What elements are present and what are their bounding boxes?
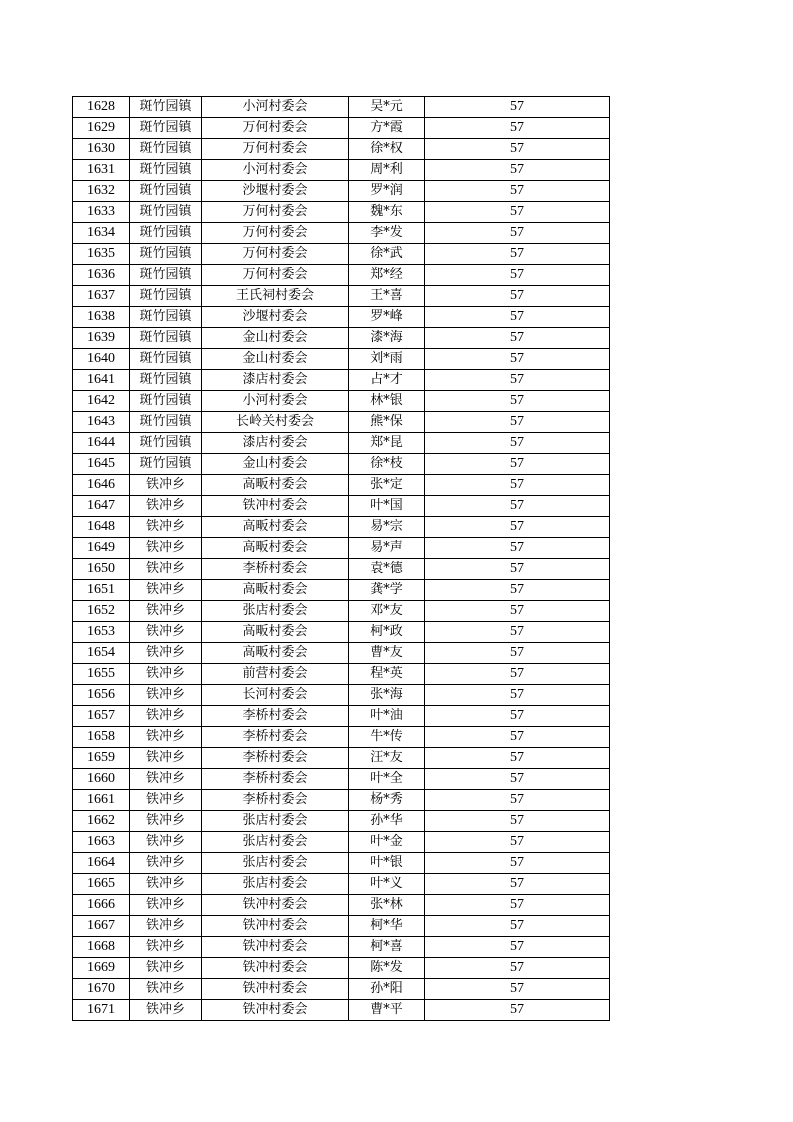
person-name-cell: 罗*峰 [349, 307, 425, 328]
village-committee-cell: 张店村委会 [202, 832, 349, 853]
amount-cell: 57 [425, 223, 610, 244]
amount-cell: 57 [425, 769, 610, 790]
town-cell: 铁冲乡 [130, 958, 202, 979]
town-cell: 铁冲乡 [130, 748, 202, 769]
person-name-cell: 罗*润 [349, 181, 425, 202]
serial-number-cell: 1646 [73, 475, 130, 496]
table-row [73, 790, 610, 811]
amount-cell: 57 [425, 1000, 610, 1021]
person-name-cell: 陈*发 [349, 958, 425, 979]
amount-cell: 57 [425, 181, 610, 202]
town-cell: 铁冲乡 [130, 517, 202, 538]
person-name-cell: 徐*权 [349, 139, 425, 160]
person-name-cell: 吴*元 [349, 97, 425, 118]
person-name-cell: 柯*喜 [349, 937, 425, 958]
table-row [73, 496, 610, 517]
town-cell: 铁冲乡 [130, 1000, 202, 1021]
amount-cell: 57 [425, 349, 610, 370]
table-row [73, 265, 610, 286]
roster-table-body [73, 97, 610, 1021]
village-committee-cell: 长河村委会 [202, 685, 349, 706]
town-cell: 铁冲乡 [130, 601, 202, 622]
serial-number-cell: 1655 [73, 664, 130, 685]
serial-number-cell: 1641 [73, 370, 130, 391]
table-row [73, 916, 610, 937]
village-committee-cell: 高畈村委会 [202, 643, 349, 664]
serial-number-cell: 1651 [73, 580, 130, 601]
town-cell: 斑竹园镇 [130, 412, 202, 433]
serial-number-cell: 1664 [73, 853, 130, 874]
table-row [73, 580, 610, 601]
amount-cell: 57 [425, 433, 610, 454]
town-cell: 斑竹园镇 [130, 97, 202, 118]
village-committee-cell: 铁冲村委会 [202, 916, 349, 937]
village-committee-cell: 张店村委会 [202, 874, 349, 895]
town-cell: 斑竹园镇 [130, 370, 202, 391]
serial-number-cell: 1661 [73, 790, 130, 811]
serial-number-cell: 1657 [73, 706, 130, 727]
amount-cell: 57 [425, 706, 610, 727]
table-row [73, 118, 610, 139]
serial-number-cell: 1634 [73, 223, 130, 244]
amount-cell: 57 [425, 748, 610, 769]
amount-cell: 57 [425, 517, 610, 538]
serial-number-cell: 1629 [73, 118, 130, 139]
amount-cell: 57 [425, 118, 610, 139]
table-row [73, 286, 610, 307]
amount-cell: 57 [425, 559, 610, 580]
village-committee-cell: 万何村委会 [202, 223, 349, 244]
serial-number-cell: 1665 [73, 874, 130, 895]
table-row [73, 370, 610, 391]
serial-number-cell: 1656 [73, 685, 130, 706]
table-row [73, 832, 610, 853]
village-committee-cell: 铁冲村委会 [202, 979, 349, 1000]
person-name-cell: 叶*全 [349, 769, 425, 790]
table-row [73, 97, 610, 118]
village-committee-cell: 沙堰村委会 [202, 307, 349, 328]
table-row [73, 223, 610, 244]
serial-number-cell: 1658 [73, 727, 130, 748]
amount-cell: 57 [425, 664, 610, 685]
town-cell: 斑竹园镇 [130, 286, 202, 307]
village-committee-cell: 铁冲村委会 [202, 937, 349, 958]
person-name-cell: 郑*昆 [349, 433, 425, 454]
table-row [73, 979, 610, 1000]
town-cell: 铁冲乡 [130, 538, 202, 559]
village-committee-cell: 高畈村委会 [202, 538, 349, 559]
village-committee-cell: 金山村委会 [202, 328, 349, 349]
person-name-cell: 叶*金 [349, 832, 425, 853]
person-name-cell: 易*宗 [349, 517, 425, 538]
amount-cell: 57 [425, 286, 610, 307]
amount-cell: 57 [425, 643, 610, 664]
amount-cell: 57 [425, 832, 610, 853]
amount-cell: 57 [425, 811, 610, 832]
serial-number-cell: 1654 [73, 643, 130, 664]
person-name-cell: 杨*秀 [349, 790, 425, 811]
town-cell: 斑竹园镇 [130, 118, 202, 139]
village-committee-cell: 铁冲村委会 [202, 1000, 349, 1021]
serial-number-cell: 1668 [73, 937, 130, 958]
table-row [73, 412, 610, 433]
serial-number-cell: 1636 [73, 265, 130, 286]
person-name-cell: 林*银 [349, 391, 425, 412]
village-committee-cell: 沙堰村委会 [202, 181, 349, 202]
town-cell: 斑竹园镇 [130, 307, 202, 328]
person-name-cell: 李*发 [349, 223, 425, 244]
town-cell: 铁冲乡 [130, 475, 202, 496]
town-cell: 铁冲乡 [130, 832, 202, 853]
village-committee-cell: 张店村委会 [202, 811, 349, 832]
village-committee-cell: 小河村委会 [202, 97, 349, 118]
town-cell: 铁冲乡 [130, 769, 202, 790]
town-cell: 铁冲乡 [130, 706, 202, 727]
amount-cell: 57 [425, 160, 610, 181]
table-row [73, 433, 610, 454]
amount-cell: 57 [425, 97, 610, 118]
person-name-cell: 柯*华 [349, 916, 425, 937]
serial-number-cell: 1669 [73, 958, 130, 979]
table-row [73, 181, 610, 202]
serial-number-cell: 1652 [73, 601, 130, 622]
table-row [73, 874, 610, 895]
person-name-cell: 柯*政 [349, 622, 425, 643]
person-name-cell: 张*定 [349, 475, 425, 496]
town-cell: 斑竹园镇 [130, 244, 202, 265]
table-row [73, 454, 610, 475]
person-name-cell: 牛*传 [349, 727, 425, 748]
table-row [73, 643, 610, 664]
town-cell: 铁冲乡 [130, 643, 202, 664]
person-name-cell: 曹*平 [349, 1000, 425, 1021]
village-committee-cell: 李桥村委会 [202, 706, 349, 727]
amount-cell: 57 [425, 958, 610, 979]
serial-number-cell: 1660 [73, 769, 130, 790]
village-committee-cell: 高畈村委会 [202, 475, 349, 496]
table-row [73, 706, 610, 727]
person-name-cell: 郑*经 [349, 265, 425, 286]
roster-table [72, 96, 610, 1021]
serial-number-cell: 1628 [73, 97, 130, 118]
town-cell: 斑竹园镇 [130, 139, 202, 160]
table-row [73, 307, 610, 328]
person-name-cell: 徐*枝 [349, 454, 425, 475]
village-committee-cell: 铁冲村委会 [202, 958, 349, 979]
town-cell: 铁冲乡 [130, 937, 202, 958]
serial-number-cell: 1635 [73, 244, 130, 265]
town-cell: 斑竹园镇 [130, 391, 202, 412]
village-committee-cell: 李桥村委会 [202, 727, 349, 748]
person-name-cell: 易*声 [349, 538, 425, 559]
person-name-cell: 孙*华 [349, 811, 425, 832]
table-row [73, 349, 610, 370]
person-name-cell: 程*英 [349, 664, 425, 685]
serial-number-cell: 1650 [73, 559, 130, 580]
village-committee-cell: 长岭关村委会 [202, 412, 349, 433]
amount-cell: 57 [425, 979, 610, 1000]
town-cell: 铁冲乡 [130, 874, 202, 895]
person-name-cell: 王*喜 [349, 286, 425, 307]
person-name-cell: 叶*国 [349, 496, 425, 517]
town-cell: 斑竹园镇 [130, 349, 202, 370]
person-name-cell: 孙*阳 [349, 979, 425, 1000]
village-committee-cell: 高畈村委会 [202, 517, 349, 538]
person-name-cell: 张*海 [349, 685, 425, 706]
person-name-cell: 漆*海 [349, 328, 425, 349]
serial-number-cell: 1633 [73, 202, 130, 223]
town-cell: 铁冲乡 [130, 685, 202, 706]
amount-cell: 57 [425, 139, 610, 160]
town-cell: 斑竹园镇 [130, 265, 202, 286]
table-row [73, 538, 610, 559]
serial-number-cell: 1670 [73, 979, 130, 1000]
serial-number-cell: 1640 [73, 349, 130, 370]
village-committee-cell: 李桥村委会 [202, 559, 349, 580]
serial-number-cell: 1637 [73, 286, 130, 307]
town-cell: 铁冲乡 [130, 895, 202, 916]
village-committee-cell: 王氏祠村委会 [202, 286, 349, 307]
town-cell: 斑竹园镇 [130, 223, 202, 244]
table-row [73, 727, 610, 748]
town-cell: 铁冲乡 [130, 727, 202, 748]
person-name-cell: 邓*友 [349, 601, 425, 622]
town-cell: 铁冲乡 [130, 979, 202, 1000]
table-row [73, 601, 610, 622]
table-row [73, 622, 610, 643]
serial-number-cell: 1663 [73, 832, 130, 853]
village-committee-cell: 前营村委会 [202, 664, 349, 685]
table-row [73, 748, 610, 769]
amount-cell: 57 [425, 391, 610, 412]
amount-cell: 57 [425, 580, 610, 601]
town-cell: 铁冲乡 [130, 580, 202, 601]
village-committee-cell: 铁冲村委会 [202, 496, 349, 517]
amount-cell: 57 [425, 727, 610, 748]
amount-cell: 57 [425, 622, 610, 643]
serial-number-cell: 1632 [73, 181, 130, 202]
serial-number-cell: 1667 [73, 916, 130, 937]
village-committee-cell: 漆店村委会 [202, 370, 349, 391]
amount-cell: 57 [425, 937, 610, 958]
town-cell: 斑竹园镇 [130, 454, 202, 475]
town-cell: 铁冲乡 [130, 916, 202, 937]
amount-cell: 57 [425, 685, 610, 706]
person-name-cell: 占*才 [349, 370, 425, 391]
amount-cell: 57 [425, 496, 610, 517]
village-committee-cell: 万何村委会 [202, 244, 349, 265]
serial-number-cell: 1631 [73, 160, 130, 181]
person-name-cell: 叶*油 [349, 706, 425, 727]
village-committee-cell: 金山村委会 [202, 349, 349, 370]
table-row [73, 895, 610, 916]
serial-number-cell: 1649 [73, 538, 130, 559]
village-committee-cell: 万何村委会 [202, 265, 349, 286]
town-cell: 斑竹园镇 [130, 181, 202, 202]
amount-cell: 57 [425, 265, 610, 286]
village-committee-cell: 张店村委会 [202, 853, 349, 874]
serial-number-cell: 1653 [73, 622, 130, 643]
amount-cell: 57 [425, 328, 610, 349]
person-name-cell: 周*利 [349, 160, 425, 181]
village-committee-cell: 高畈村委会 [202, 622, 349, 643]
town-cell: 铁冲乡 [130, 622, 202, 643]
table-row [73, 160, 610, 181]
table-row [73, 559, 610, 580]
town-cell: 铁冲乡 [130, 496, 202, 517]
town-cell: 斑竹园镇 [130, 433, 202, 454]
serial-number-cell: 1671 [73, 1000, 130, 1021]
village-committee-cell: 小河村委会 [202, 391, 349, 412]
amount-cell: 57 [425, 307, 610, 328]
amount-cell: 57 [425, 244, 610, 265]
table-row [73, 139, 610, 160]
amount-cell: 57 [425, 202, 610, 223]
village-committee-cell: 万何村委会 [202, 118, 349, 139]
amount-cell: 57 [425, 412, 610, 433]
serial-number-cell: 1666 [73, 895, 130, 916]
table-row [73, 853, 610, 874]
amount-cell: 57 [425, 790, 610, 811]
person-name-cell: 徐*武 [349, 244, 425, 265]
serial-number-cell: 1638 [73, 307, 130, 328]
table-row [73, 202, 610, 223]
person-name-cell: 叶*银 [349, 853, 425, 874]
serial-number-cell: 1648 [73, 517, 130, 538]
village-committee-cell: 李桥村委会 [202, 769, 349, 790]
village-committee-cell: 李桥村委会 [202, 790, 349, 811]
table-row [73, 517, 610, 538]
person-name-cell: 曹*友 [349, 643, 425, 664]
town-cell: 铁冲乡 [130, 664, 202, 685]
village-committee-cell: 李桥村委会 [202, 748, 349, 769]
serial-number-cell: 1639 [73, 328, 130, 349]
amount-cell: 57 [425, 454, 610, 475]
person-name-cell: 汪*友 [349, 748, 425, 769]
village-committee-cell: 铁冲村委会 [202, 895, 349, 916]
amount-cell: 57 [425, 475, 610, 496]
town-cell: 铁冲乡 [130, 790, 202, 811]
table-row [73, 811, 610, 832]
town-cell: 斑竹园镇 [130, 202, 202, 223]
amount-cell: 57 [425, 874, 610, 895]
person-name-cell: 魏*东 [349, 202, 425, 223]
village-committee-cell: 万何村委会 [202, 202, 349, 223]
table-row [73, 391, 610, 412]
table-row [73, 937, 610, 958]
table-row [73, 664, 610, 685]
amount-cell: 57 [425, 538, 610, 559]
table-row [73, 475, 610, 496]
person-name-cell: 熊*保 [349, 412, 425, 433]
serial-number-cell: 1659 [73, 748, 130, 769]
town-cell: 铁冲乡 [130, 853, 202, 874]
village-committee-cell: 金山村委会 [202, 454, 349, 475]
serial-number-cell: 1644 [73, 433, 130, 454]
table-row [73, 769, 610, 790]
person-name-cell: 龚*学 [349, 580, 425, 601]
serial-number-cell: 1662 [73, 811, 130, 832]
serial-number-cell: 1647 [73, 496, 130, 517]
person-name-cell: 叶*义 [349, 874, 425, 895]
village-committee-cell: 小河村委会 [202, 160, 349, 181]
person-name-cell: 方*霞 [349, 118, 425, 139]
amount-cell: 57 [425, 370, 610, 391]
person-name-cell: 刘*雨 [349, 349, 425, 370]
town-cell: 斑竹园镇 [130, 160, 202, 181]
amount-cell: 57 [425, 916, 610, 937]
village-committee-cell: 张店村委会 [202, 601, 349, 622]
village-committee-cell: 万何村委会 [202, 139, 349, 160]
serial-number-cell: 1645 [73, 454, 130, 475]
table-row [73, 685, 610, 706]
table-row [73, 958, 610, 979]
person-name-cell: 张*林 [349, 895, 425, 916]
town-cell: 铁冲乡 [130, 811, 202, 832]
amount-cell: 57 [425, 895, 610, 916]
town-cell: 铁冲乡 [130, 559, 202, 580]
amount-cell: 57 [425, 601, 610, 622]
table-row [73, 1000, 610, 1021]
amount-cell: 57 [425, 853, 610, 874]
village-committee-cell: 高畈村委会 [202, 580, 349, 601]
person-name-cell: 袁*德 [349, 559, 425, 580]
village-committee-cell: 漆店村委会 [202, 433, 349, 454]
serial-number-cell: 1643 [73, 412, 130, 433]
town-cell: 斑竹园镇 [130, 328, 202, 349]
table-row [73, 328, 610, 349]
table-row [73, 244, 610, 265]
serial-number-cell: 1630 [73, 139, 130, 160]
serial-number-cell: 1642 [73, 391, 130, 412]
